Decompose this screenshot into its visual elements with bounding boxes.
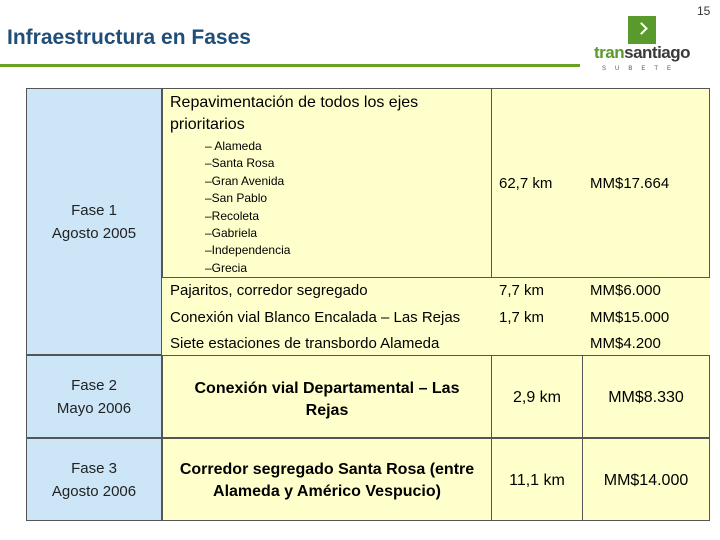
axis-item: –Grecia (205, 260, 248, 275)
repav-axes-list (205, 138, 290, 277)
axis-item: –Recoleta (205, 208, 260, 223)
title-underline (0, 64, 580, 67)
axis-item: –Independencia (205, 243, 291, 258)
phase-2-project-line-2: Rejas (305, 402, 349, 419)
phase-2-project-line-1: Conexión vial Departamental – Las (194, 380, 460, 397)
phase-1-date: Agosto 2005 (51, 224, 137, 242)
phase-1-cell (26, 88, 162, 355)
axis-item: –Gran Avenida (205, 173, 285, 188)
phase-3-name: Fase 3 (71, 459, 117, 477)
page-number: 15 (697, 4, 711, 18)
phase-3-cell (26, 438, 162, 521)
row-km: 7,7 km (499, 282, 545, 299)
logo-tagline: SUBETE (602, 66, 681, 72)
phase-3-project-line-1: Corredor segregado Santa Rosa (entre (179, 461, 475, 478)
row-project: Siete estaciones de transbordo Alameda (170, 335, 440, 352)
transantiago-logo (594, 16, 690, 74)
repav-title-line-1: Repavimentación de todos los ejes (170, 94, 419, 111)
row-km: 1,7 km (499, 309, 545, 326)
phase-2-cost-cell (582, 355, 710, 438)
phase-2-km-cell (491, 355, 583, 438)
axis-item: – Alameda (205, 139, 262, 153)
phase-2-km: 2,9 km (512, 389, 561, 406)
row-cost: MM$6.000 (590, 282, 661, 299)
phase-3-km: 11,1 km (509, 472, 565, 489)
phase-3-cost: MM$14.000 (603, 472, 689, 489)
phase-2-date: Mayo 2006 (56, 399, 132, 417)
phase-1-name: Fase 1 (71, 201, 117, 219)
phase-3-date: Agosto 2006 (51, 482, 137, 500)
phase-3-km-cell (491, 438, 583, 521)
phase-2-cost: MM$8.330 (608, 389, 684, 406)
phase-2-cell (26, 355, 162, 438)
phase-3-cost-cell (582, 438, 710, 521)
row-project: Pajaritos, corredor segregado (170, 282, 368, 299)
axis-item: –Gabriela (205, 226, 258, 241)
phase-2-name: Fase 2 (71, 376, 117, 394)
axis-item: –San Pablo (205, 191, 268, 206)
repav-cost: MM$17.664 (590, 175, 670, 192)
phase-3-project-cell (162, 438, 492, 521)
phase-3-project-line-2: Alameda y Américo Vespucio) (213, 483, 441, 500)
arrow-icon (628, 16, 656, 44)
repav-title-line-2: prioritarios (170, 116, 245, 133)
row-project: Conexión vial Blanco Encalada – Las Rejas (170, 309, 461, 326)
repav-km: 62,7 km (499, 175, 553, 192)
phase-2-project-cell (162, 355, 492, 438)
row-cost: MM$4.200 (590, 335, 661, 352)
axis-item: –Santa Rosa (205, 156, 275, 171)
page-title: Infraestructura en Fases (7, 26, 251, 49)
logo-wordmark: transantiago (594, 43, 691, 62)
row-cost: MM$15.000 (590, 309, 670, 326)
